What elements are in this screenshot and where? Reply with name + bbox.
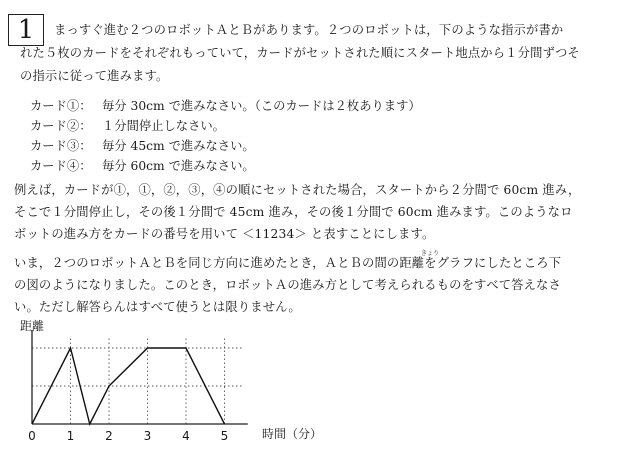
- x-tick-label: 3: [143, 429, 152, 443]
- x-tick-label: 1: [66, 429, 75, 443]
- card-label: カード②：: [30, 119, 92, 133]
- card-label: カード③：: [30, 139, 92, 153]
- grid-lines: [32, 338, 244, 424]
- card-text: 毎分 45cm で進みなさい。: [102, 139, 255, 153]
- task-line-2: の図のようになりました。このとき，ロボットＡの進み方として考えられるものをすべて答えなさ: [14, 278, 561, 292]
- task-line-1: いま，２つのロボットＡとＢを同じ方向に進めたとき，ＡとＢの間の距離をグラフにしたところ下: [14, 256, 562, 270]
- intro-line-2: れた５枚のカードをそれぞれもっていて，カードがセットされた順にスタート地点から１分間ずつそ: [20, 46, 580, 60]
- question-number: 1: [8, 14, 44, 46]
- card-text: 毎分 60cm で進みなさい。: [102, 159, 255, 173]
- x-tick-label: 5: [220, 429, 229, 443]
- intro-line-3: の指示に従って進みます。: [20, 69, 169, 83]
- x-tick-label: 4: [182, 429, 190, 443]
- x-tick-label: 2: [105, 429, 113, 443]
- card-text: 毎分 30cm で進みなさい。（このカードは２枚あります）: [102, 99, 421, 113]
- axes: [32, 330, 248, 424]
- card-text: １分間停止しなさい。: [102, 119, 225, 133]
- x-tick-labels: [28, 429, 228, 443]
- example-line-1: 例えば，カードが①，①，②，③，④の順にセットされた場合，スタートから２分間で 60cm 進み，: [14, 183, 581, 197]
- x-tick-label: 0: [28, 429, 36, 443]
- y-axis-label: 距離: [20, 319, 45, 333]
- intro-line-1: まっすぐ進む２つのロボットＡとＢがあります。２つのロボットは，下のような指示が書か: [54, 23, 564, 37]
- example-line-3: ボットの進み方をカードの番号を用いて ＜11234＞ と表すことにします。: [14, 227, 435, 241]
- card-label: カード①：: [30, 99, 92, 113]
- x-axis-label: 時間（分）: [262, 427, 323, 441]
- example-line-2: そこで１分間停止し，その後１分間で 45cm 進み，その後１分間で 60cm 進みます。このようなロ: [14, 205, 573, 219]
- task-line-3: い。ただし解答らんはすべて使うとは限りません。: [14, 300, 301, 314]
- ruby-kyori: きょり: [421, 250, 440, 257]
- card-label: カード④：: [30, 159, 92, 173]
